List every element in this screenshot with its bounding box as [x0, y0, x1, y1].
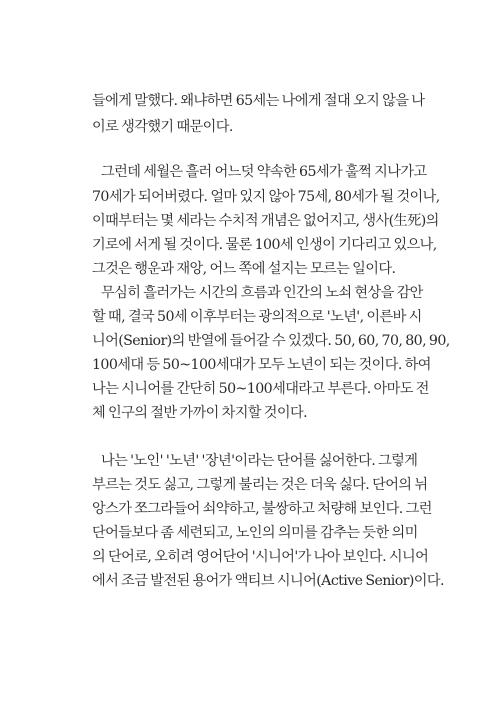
text-line: 기로에 서게 될 것이다. 물론 100세 인생이 기다리고 있으나, — [92, 237, 437, 253]
text-line: 나는 시니어를 간단히 50~100세대라고 부른다. 아마도 전 — [92, 381, 429, 397]
text-line: 단어들보다 좀 세련되고, 노인의 의미를 감추는 듯한 의미 — [92, 525, 418, 541]
text-line: 그것은 행운과 재앙, 어느 쪽에 설지는 모르는 일이다. — [92, 261, 396, 277]
text-line: 이로 생각했기 때문이다. — [92, 119, 233, 135]
text-line: 의 단어로, 오히려 영어단어 '시니어'가 나아 보인다. 시니어 — [92, 549, 429, 565]
text-line: 나는 '노인' '노년' '장년'이라는 단어를 싫어한다. 그렇게 — [101, 453, 418, 469]
text-line: 앙스가 쪼그라들어 쇠약하고, 불쌍하고 처량해 보인다. 그런 — [92, 501, 432, 517]
text-line: 이때부터는 몇 세라는 수치적 개념은 없어지고, 생사(生死)의 — [92, 213, 439, 229]
text-line: 에서 조금 발전된 용어가 액티브 시니어(Active Senior)이다. — [92, 573, 444, 589]
text-line: 부르는 것도 싫고, 그렇게 불리는 것은 더욱 싫다. 단어의 뉘 — [92, 477, 428, 493]
text-line: 할 때, 결국 50세 이후부터는 광의적으로 '노년', 이른바 시 — [92, 309, 422, 325]
text-line: 체 인구의 절반 가까이 차지할 것이다. — [92, 405, 308, 421]
text-line: 니어(Senior)의 반열에 들어갈 수 있겠다. 50, 60, 70, 80, 90, — [92, 333, 450, 349]
text-line: 100세대 등 50~100세대가 모두 노년이 되는 것이다. 하여 — [92, 357, 431, 373]
text-line: 들에게 말했다. 왜냐하면 65세는 나에게 절대 오지 않을 나 — [92, 93, 425, 109]
text-line: 70세가 되어버렸다. 얼마 있지 않아 75세, 80세가 될 것이나, — [92, 189, 440, 205]
text-line: 무심히 흘러가는 시간의 흐름과 인간의 노쇠 현상을 감안 — [101, 285, 423, 301]
text-line: 그런데 세월은 흘러 어느덧 약속한 65세가 훌쩍 지나가고 — [101, 164, 427, 180]
